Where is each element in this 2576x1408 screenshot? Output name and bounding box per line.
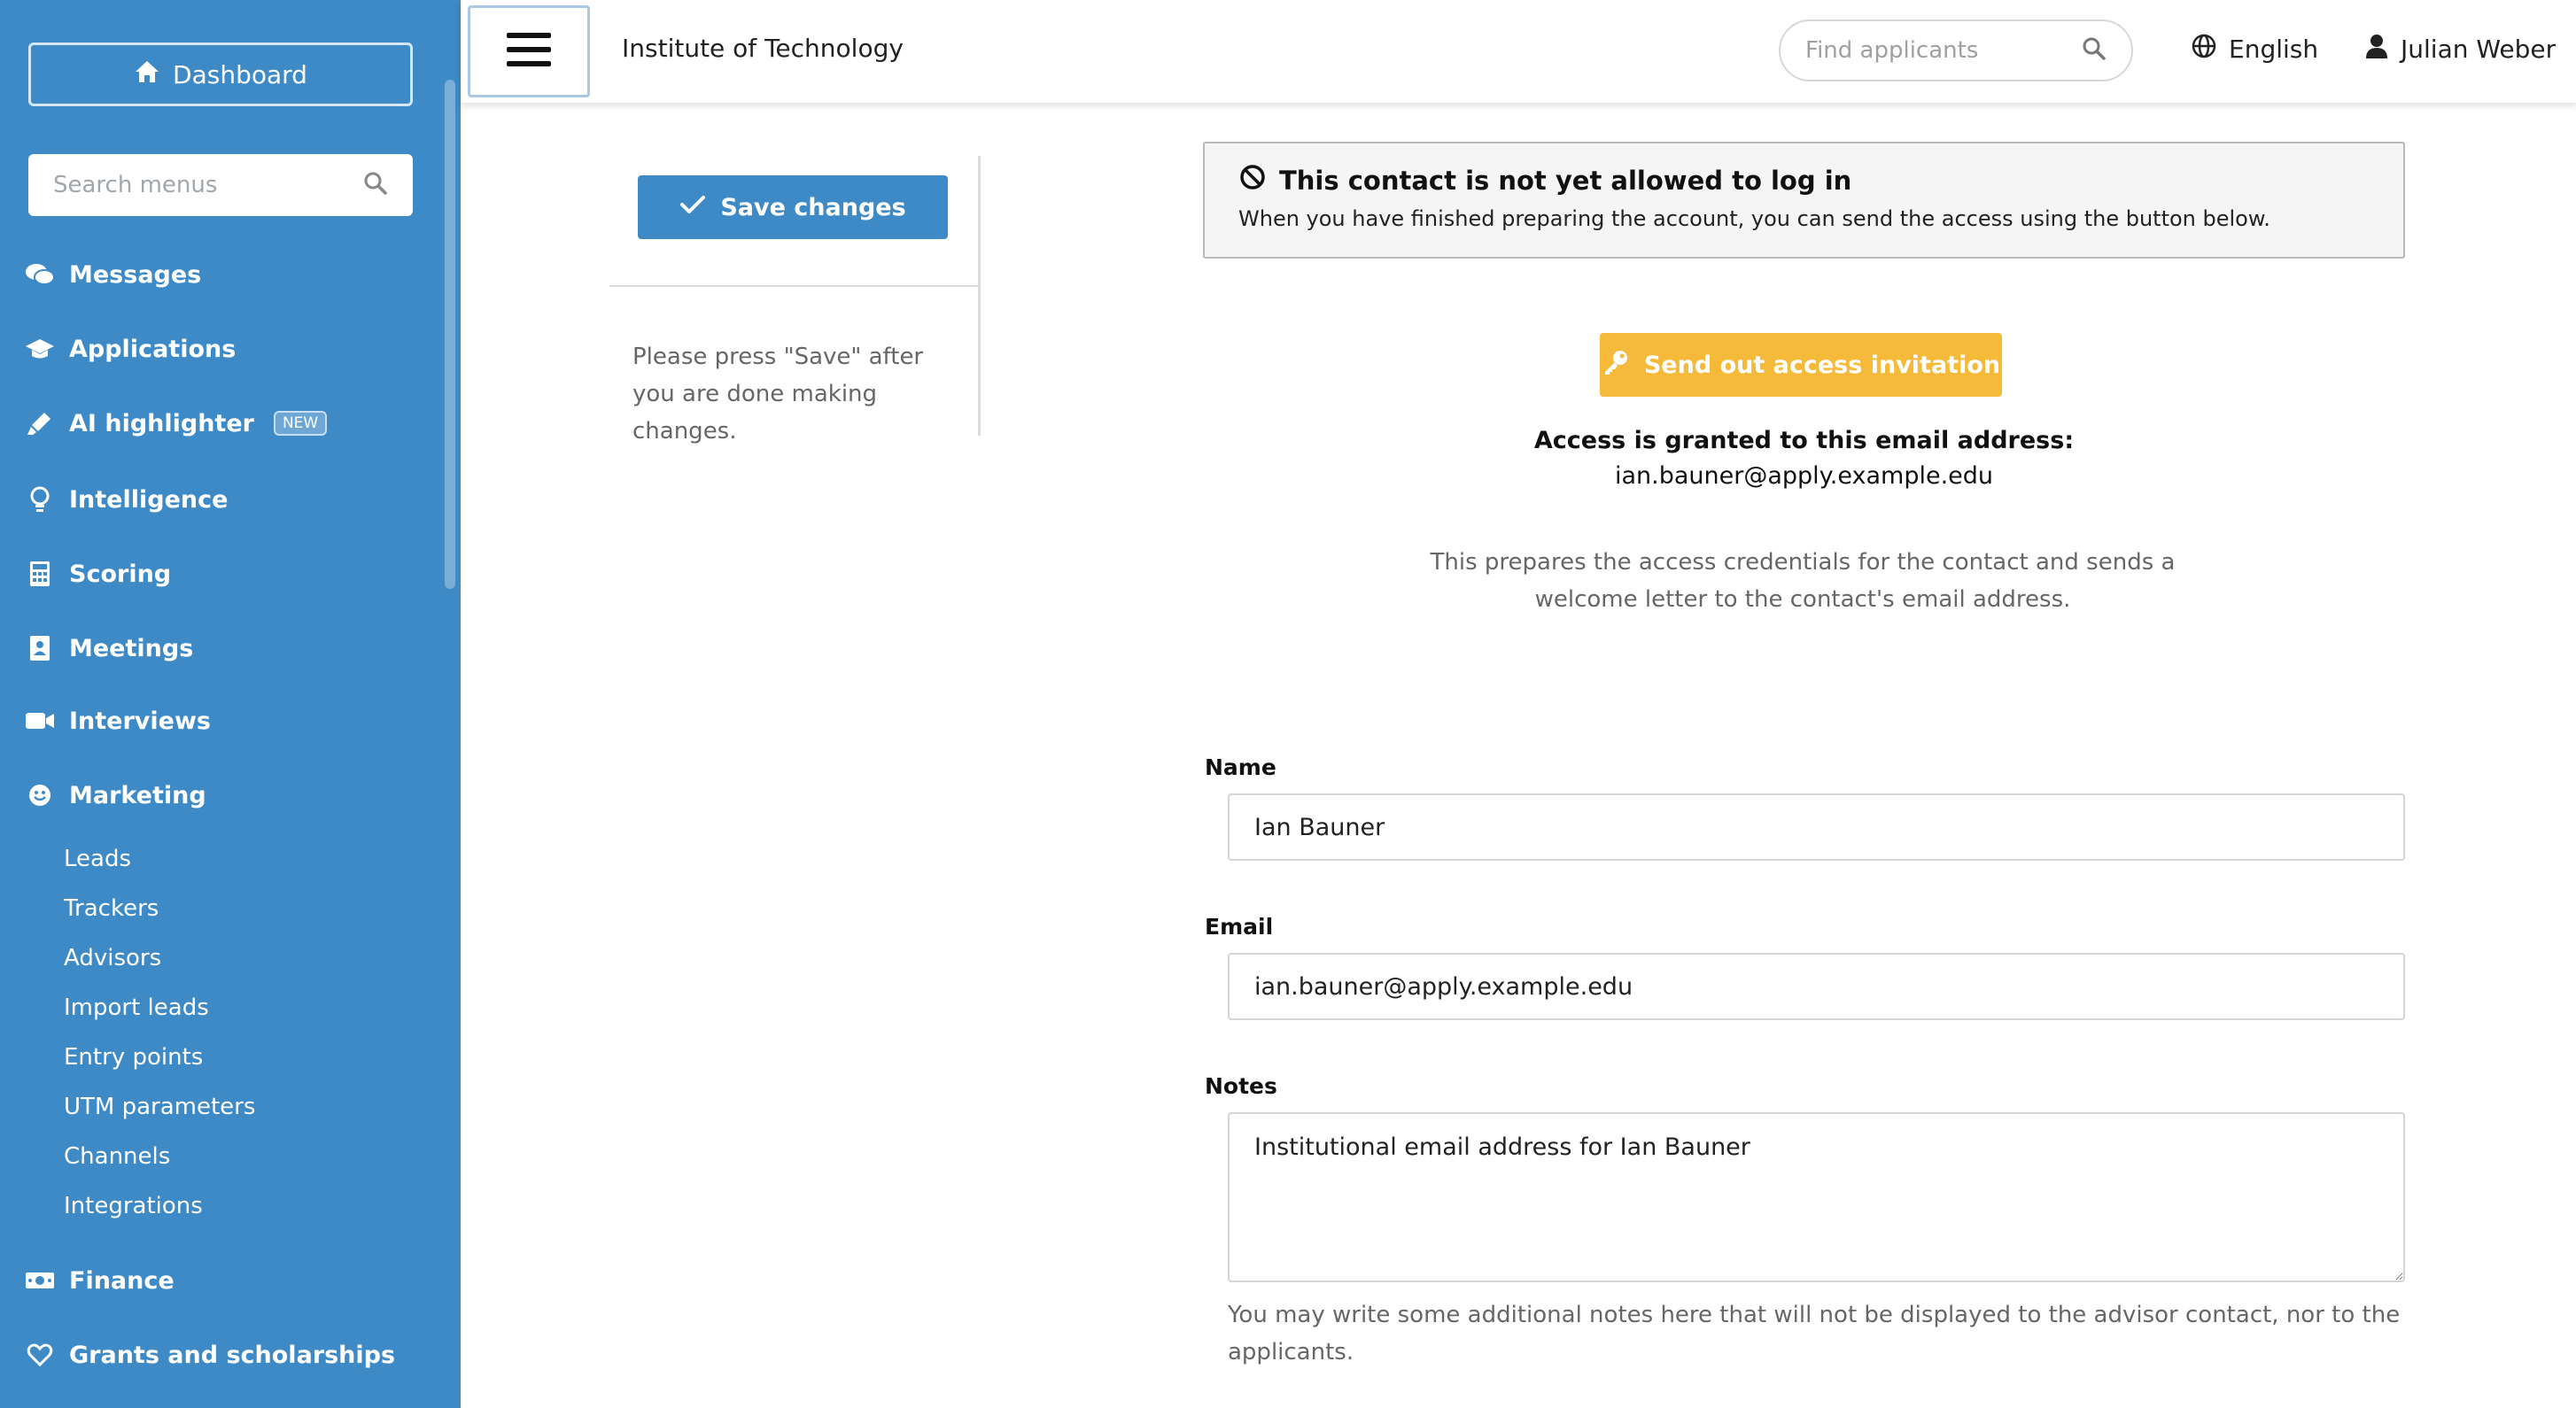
login-status-notice	[1203, 142, 2405, 259]
notice-text: When you have finished preparing the account, you can send the access using the button below.	[1238, 206, 2270, 231]
globe-icon	[2192, 34, 2216, 65]
sidebar-item-ai-highlighter[interactable]	[25, 402, 327, 445]
lightbulb-icon	[25, 486, 55, 513]
sidebar-item-grants[interactable]	[25, 1334, 395, 1376]
dashboard-button[interactable]	[28, 43, 413, 106]
sidebar-subitem-advisors[interactable]: Advisors	[64, 945, 162, 971]
money-bill-icon	[25, 1270, 55, 1291]
sidebar-item-meetings[interactable]	[25, 627, 193, 669]
divider	[609, 285, 978, 287]
save-label: Save changes	[720, 193, 906, 221]
invite-label: Send out access invitation	[1643, 351, 2001, 379]
key-icon	[1602, 348, 1630, 383]
sidebar-subitem-trackers[interactable]: Trackers	[64, 895, 159, 922]
sidebar-subitem-leads[interactable]: Leads	[64, 846, 132, 872]
sidebar-item-applications[interactable]	[25, 328, 236, 370]
graduation-cap-icon	[25, 337, 55, 360]
sidebar-subitem-import-leads[interactable]: Import leads	[64, 994, 209, 1021]
name-field[interactable]	[1228, 793, 2405, 861]
sidebar-item-label: Applications	[69, 335, 237, 363]
notice-title: This contact is not yet allowed to log in	[1279, 165, 1852, 196]
sidebar-item-interviews[interactable]	[25, 700, 211, 742]
address-book-icon	[25, 635, 55, 661]
calculator-icon	[25, 561, 55, 587]
sidebar	[0, 0, 461, 1408]
menu-toggle-button[interactable]	[468, 5, 590, 97]
applicant-search	[1779, 19, 2133, 81]
sidebar-item-label: Grants and scholarships	[69, 1341, 396, 1369]
check-icon	[679, 194, 706, 221]
notes-label: Notes	[1205, 1073, 1277, 1099]
sidebar-item-messages[interactable]	[25, 253, 201, 296]
smile-icon	[25, 783, 55, 808]
comments-icon	[25, 262, 55, 287]
dashboard-label: Dashboard	[173, 59, 307, 89]
sidebar-item-intelligence[interactable]	[25, 478, 228, 521]
sidebar-item-scoring[interactable]	[25, 553, 171, 595]
notes-help-text: You may write some additional notes here that will not be displayed to the advisor contact, nor to the applicants.	[1228, 1302, 2401, 1365]
sidebar-item-label: AI highlighter	[69, 409, 254, 437]
menu-search	[28, 154, 413, 216]
highlighter-icon	[25, 410, 55, 437]
sidebar-item-label: Finance	[69, 1266, 175, 1295]
divider	[978, 156, 981, 436]
user-icon	[2365, 34, 2388, 65]
language-selector[interactable]	[2192, 34, 2318, 65]
ban-icon	[1238, 163, 1267, 197]
sidebar-subitem-channels[interactable]: Channels	[64, 1143, 171, 1170]
sidebar-item-label: Intelligence	[69, 485, 229, 514]
sidebar-scrollbar[interactable]	[445, 80, 455, 589]
hamburger-icon	[507, 31, 551, 72]
save-hint-text: Please press "Save" after you are done making changes.	[632, 344, 924, 445]
sidebar-subitem-utm-parameters[interactable]: UTM parameters	[64, 1094, 256, 1120]
name-label: Name	[1205, 754, 1276, 780]
sidebar-item-label: Scoring	[69, 560, 172, 588]
top-header	[461, 0, 2576, 103]
send-access-invitation-button[interactable]	[1600, 333, 2002, 397]
new-badge: NEW	[274, 411, 327, 436]
sidebar-item-label: Messages	[69, 260, 202, 289]
email-label: Email	[1205, 914, 1274, 940]
search-icon[interactable]	[363, 171, 388, 199]
email-field[interactable]	[1228, 953, 2405, 1020]
menu-search-input[interactable]	[53, 172, 337, 198]
sidebar-item-marketing[interactable]	[25, 774, 206, 816]
access-description: This prepares the access credentials for the contact and sends a welcome letter to the contact's email address.	[1430, 549, 2176, 613]
sidebar-item-label: Marketing	[69, 781, 206, 809]
heart-icon	[25, 1342, 55, 1367]
user-name: Julian Weber	[2401, 35, 2557, 64]
home-icon	[134, 59, 160, 90]
sidebar-item-label: Interviews	[69, 707, 211, 735]
applicant-search-input[interactable]	[1805, 37, 2071, 64]
institution-name: Institute of Technology	[622, 34, 904, 63]
sidebar-item-label: Meetings	[69, 634, 194, 662]
sidebar-item-finance[interactable]	[25, 1259, 175, 1302]
sidebar-subitem-integrations[interactable]: Integrations	[64, 1193, 203, 1219]
notes-textarea[interactable]	[1228, 1112, 2405, 1282]
save-changes-button[interactable]	[638, 175, 948, 239]
search-icon[interactable]	[2082, 36, 2107, 65]
user-menu[interactable]	[2365, 34, 2556, 65]
access-granted-label: Access is granted to this email address:	[1533, 427, 2075, 454]
language-label: English	[2229, 35, 2319, 64]
video-icon	[25, 710, 55, 731]
access-email: ian.bauner@apply.example.edu	[1614, 462, 1994, 490]
sidebar-subitem-entry-points[interactable]: Entry points	[64, 1044, 204, 1071]
